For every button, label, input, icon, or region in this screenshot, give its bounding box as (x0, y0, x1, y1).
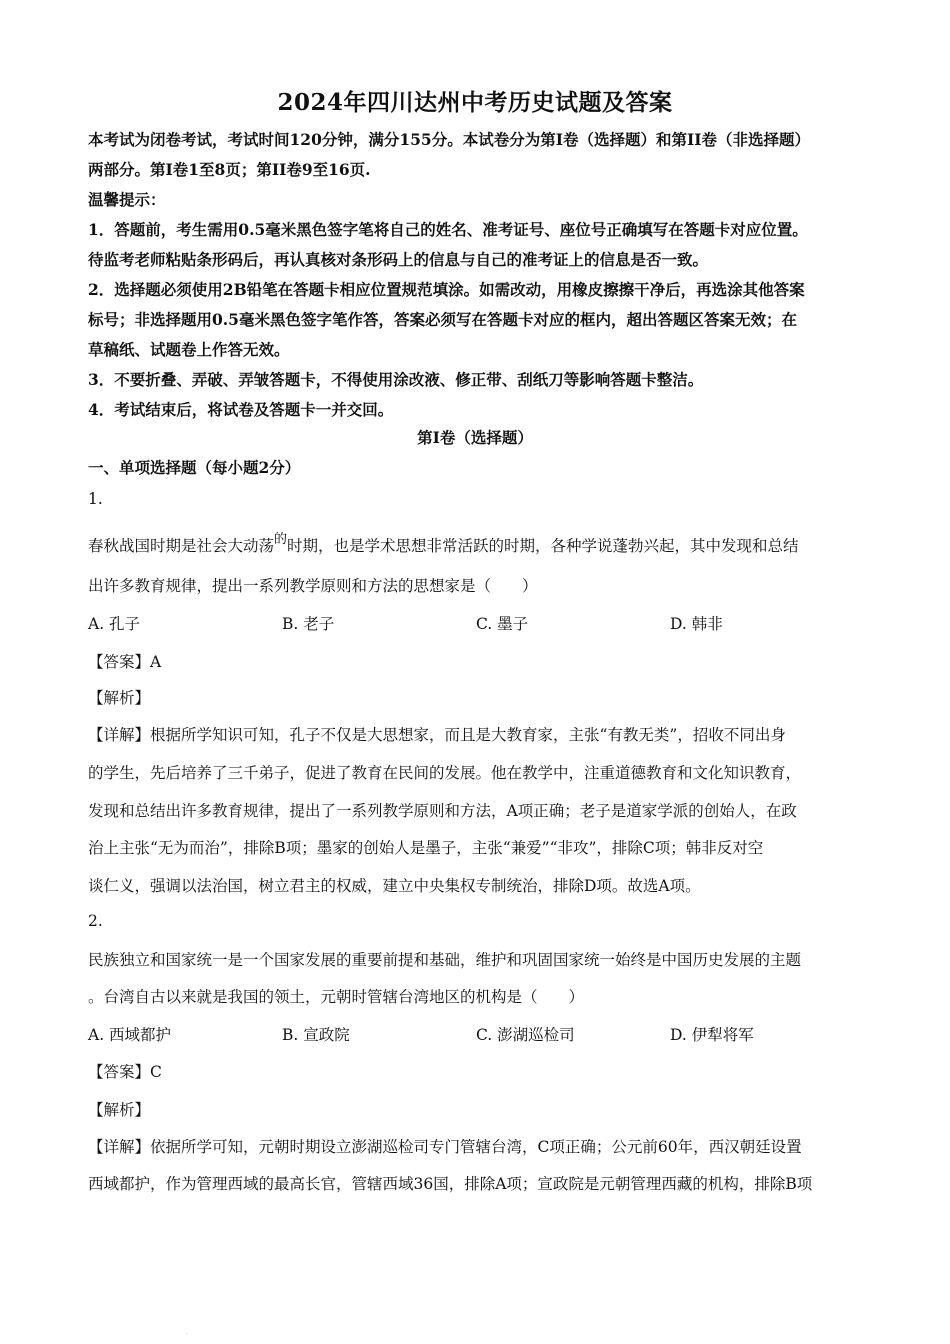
q2-stem-line-2: 。台湾自古以来就是我国的领土，元朝时管辖台湾地区的机构是（ ） (88, 988, 585, 1006)
q1-detail-line-4: 治上主张“无为而治”，排除B项；墨家的创始人是墨子，主张“兼爱”“非攻”，排除C项；韩非反对空 (88, 839, 764, 857)
q1-number: 1. (88, 490, 103, 508)
q1-answer: 【答案】A (88, 653, 162, 671)
q2-option-d[interactable]: D. 伊犁将军 (670, 1026, 754, 1044)
q2-number: 2. (88, 912, 103, 930)
q2-option-b[interactable]: B. 宣政院 (282, 1026, 350, 1044)
q2-detail-line-2: 西域都护，作为管理西域的最高长官，管辖西域36国，排除A项；宣政院是元朝管理西藏的机构，排除B项 (88, 1175, 813, 1193)
q1-detail-line-2: 的学生，先后培养了三千弟子，促进了教育在民间的发展。他在教学中，注重道德教育和文化知识教育， (88, 764, 802, 782)
q1-option-c[interactable]: C. 墨子 (476, 615, 529, 633)
q2-detail-line-1: 【详解】依据所学可知，元朝时期设立澎湖巡检司专门管辖台湾，C项正确；公元前60年，西汉朝廷设置 (88, 1138, 802, 1156)
q2-analysis-label: 【解析】 (88, 1101, 151, 1119)
footer-mark: · (186, 1331, 188, 1338)
page-title: 2024年四川达州中考历史试题及答案 (277, 89, 673, 116)
q1-detail-line-1: 【详解】根据所学知识可知，孔子不仅是大思想家，而且是大教育家，主张“有教无类”，招收不同出身 (88, 726, 786, 744)
q1-analysis-label: 【解析】 (88, 689, 151, 707)
intro-line-1: 本考试为闭卷考试，考试时间120分钟，满分155分。本试卷分为第I卷（选择题）和第II卷（非选择题） (88, 130, 810, 149)
q1-stem-part-2: 时期，也是学术思想非常活跃的时期，各种学说蓬勃兴起，其中发现和总结 (287, 537, 799, 555)
q2-option-c[interactable]: C. 澎湖巡检司 (476, 1026, 575, 1044)
q1-stem-line-1 (88, 534, 868, 556)
q1-option-a[interactable]: A. 孔子 (88, 615, 141, 633)
tips-heading: 温馨提示： (88, 190, 166, 209)
q1-detail-line-3: 发现和总结出许多教育规律，提出了一系列教学原则和方法，A项正确；老子是道家学派的创始人，在政 (88, 802, 797, 820)
q1-detail-line-5: 谈仁义，强调以法治国，树立君主的权威，建立中央集权专制统治，排除D项。故选A项。 (88, 877, 701, 895)
tip-2a: 2．选择题必须使用2B铅笔在答题卡相应位置规范填涂。如需改动，用橡皮擦擦干净后，再选涂其他答案 (88, 280, 805, 299)
tip-2b: 标号；非选择题用0.5毫米黑色签字笔作答，答案必须写在答题卡对应的框内，超出答题区答案无效；在 (88, 310, 797, 329)
q2-option-a[interactable]: A. 西域都护 (88, 1026, 172, 1044)
q1-option-d[interactable]: D. 韩非 (670, 615, 723, 633)
tip-1b: 待监考老师粘贴条形码后，再认真核对条形码上的信息与自己的准考证上的信息是否一致。 (88, 250, 709, 269)
tip-3: 3．不要折叠、弄破、弄皱答题卡，不得使用涂改液、修正带、刮纸刀等影响答题卡整洁。 (88, 370, 704, 389)
section-title: 一、单项选择题（每小题2分） (88, 458, 301, 477)
tip-1a: 1．答题前，考生需用0.5毫米黑色签字笔将自己的姓名、准考证号、座位号正确填写在答题卡对应位置。 (88, 220, 808, 239)
q1-option-b[interactable]: B. 老子 (282, 615, 335, 633)
q2-stem-line-1: 民族独立和国家统一是一个国家发展的重要前提和基础，维护和巩固国家统一始终是中国历史发展的主题 (88, 951, 802, 969)
volume-title: 第Ⅰ卷（选择题） (417, 428, 533, 447)
q1-stem-superscript: 的 (274, 532, 288, 547)
tip-2c: 草稿纸、试题卷上作答无效。 (88, 340, 290, 359)
q2-answer: 【答案】C (88, 1063, 162, 1081)
intro-line-2: 两部分。第I卷1至8页；第II卷9至16页. (88, 160, 371, 179)
q1-stem-line-2: 出许多教育规律，提出一系列教学原则和方法的思想家是（ ） (88, 577, 538, 595)
tip-4: 4．考试结束后，将试卷及答题卡一并交回。 (88, 400, 394, 419)
q1-stem-part-1: 春秋战国时期是社会大动荡 (88, 537, 275, 555)
